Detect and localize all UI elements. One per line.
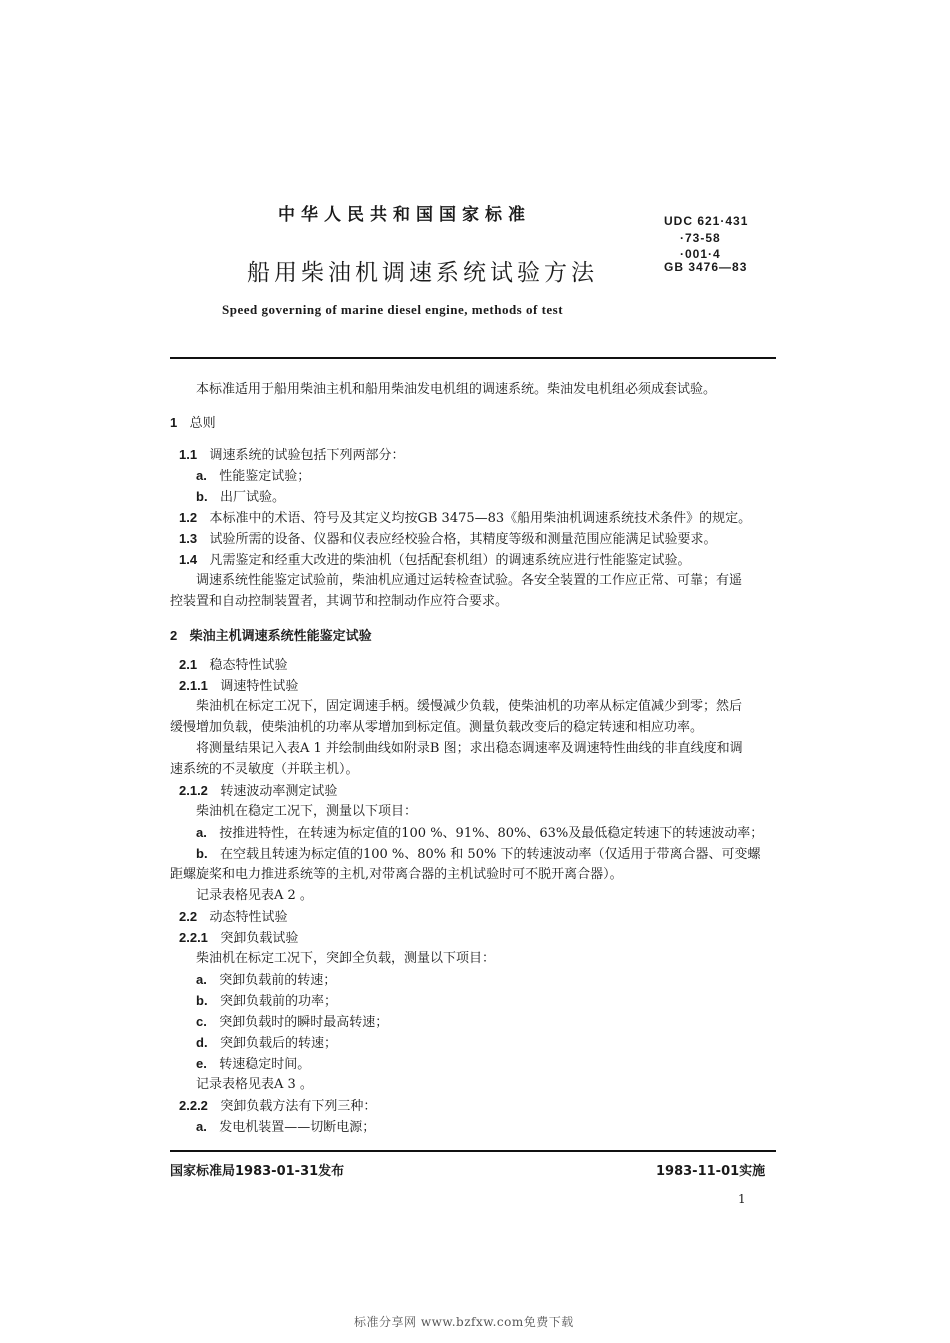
paragraph-line: 距螺旋桨和电力推进系统等的主机,对带离合器的主机试验时可不脱开离合器）。: [170, 867, 623, 882]
clause-2-2: 2.2 动态特性试验: [179, 909, 288, 925]
header-rule: [170, 357, 776, 359]
intro-paragraph: 本标准适用于船用柴油主机和船用柴油发电机组的调速系统。柴油发电机组必须成套试验。: [196, 382, 717, 397]
paragraph-line: 记录表格见表A 3 。: [196, 1077, 313, 1092]
standard-org-title: 中华人民共和国国家标准: [278, 205, 531, 225]
list-item: a. 发电机装置——切断电源；: [196, 1119, 376, 1135]
paragraph-line: 缓慢增加负载，使柴油机的功率从零增加到标定值。测量负载改变后的稳定转速和相应功率。: [170, 720, 704, 735]
list-item: a. 性能鉴定试验；: [196, 468, 311, 484]
clause-1-1: [179, 446, 405, 465]
paragraph-line: 柴油机在稳定工况下，测量以下项目：: [196, 804, 418, 819]
list-item: b. 在空载且转速为标定值的100 %、80% 和 50% 下的转速波动率（仅适用于带离合器、可变螺: [196, 846, 761, 862]
clause-2-2-2: 2.2.2 突卸负载方法有下列三种：: [179, 1098, 377, 1114]
footer-rule: [170, 1150, 776, 1152]
clause-1-2: 1.2 本标准中的术语、符号及其定义均按GB 3475—83《船用柴油机调速系统技术条件》的规定。: [179, 510, 752, 526]
clause-2-1-2: 2.1.2 转速波动率测定试验: [179, 783, 338, 799]
list-item: a. 按推进特性，在转速为标定值的100 %、91%、80%、63%及最低稳定转速下的转速波动率；: [196, 825, 764, 841]
list-item: a. 突卸负载前的转速；: [196, 972, 337, 988]
udc-line-1: UDC 621·431: [664, 214, 749, 228]
paragraph-line: 记录表格见表A 2 。: [196, 888, 313, 903]
section-1-heading: [170, 414, 216, 433]
watermark-text: 标准分享网 www.bzfxw.com免费下载: [354, 1315, 574, 1329]
list-item: c. 突卸负载时的瞬时最高转速；: [196, 1014, 389, 1030]
paragraph-line: 速系统的不灵敏度（并联主机）。: [170, 762, 359, 777]
section-2-heading: 2 柴油主机调速系统性能鉴定试验: [170, 628, 372, 644]
issued-date: 国家标准局1983-01-31发布: [170, 1164, 345, 1179]
document-title-en: Speed governing of marine diesel engine, methods of test: [222, 302, 564, 317]
udc-line-3: ·001·4: [680, 247, 721, 261]
section-title: 总则: [189, 416, 216, 431]
paragraph-line: 调速系统性能鉴定试验前，柴油机应通过运转检查试验。各安全装置的工作应正常、可靠；有遥: [196, 573, 743, 588]
paragraph-line: 柴油机在标定工况下，固定调速手柄。缓慢减少负载，使柴油机的功率从标定值减少到零；然后: [196, 699, 743, 714]
clause-text: 调速系统的试验包括下列两部分：: [209, 448, 405, 463]
clause-2-2-1: 2.2.1 突卸负载试验: [179, 930, 299, 946]
paragraph-line: 控装置和自动控制装置者，其调节和控制动作应符合要求。: [170, 594, 509, 609]
paragraph-line: 将测量结果记入表A 1 并绘制曲线如附录B 图；求出稳态调速率及调速特性曲线的非直线度和调: [196, 741, 743, 756]
clause-2-1-1: 2.1.1 调速特性试验: [179, 678, 299, 694]
section-number: 1: [170, 415, 178, 430]
list-item: b. 出厂试验。: [196, 489, 285, 505]
clause-1-3: 1.3 试验所需的设备、仪器和仪表应经校验合格，其精度等级和测量范围应能满足试验要求。: [179, 531, 717, 547]
clause-2-1: 2.1 稳态特性试验: [179, 657, 288, 673]
list-item: d. 突卸负载后的转速；: [196, 1035, 337, 1051]
list-item: e. 转速稳定时间。: [196, 1056, 311, 1072]
list-item: b. 突卸负载前的功率；: [196, 993, 337, 1009]
gb-number: GB 3476—83: [664, 260, 748, 274]
page-number: 1: [738, 1192, 746, 1206]
clause-1-4: 1.4 凡需鉴定和经重大改进的柴油机（包括配套机组）的调速系统应进行性能鉴定试验。: [179, 552, 691, 568]
udc-line-2: ·73-58: [680, 231, 721, 245]
clause-number: 1.1: [179, 447, 198, 462]
paragraph-line: 柴油机在标定工况下，突卸全负载，测量以下项目：: [196, 951, 496, 966]
document-title-cn: 船用柴油机调速系统试验方法: [247, 260, 598, 286]
effective-date: 1983-11-01实施: [656, 1164, 766, 1179]
